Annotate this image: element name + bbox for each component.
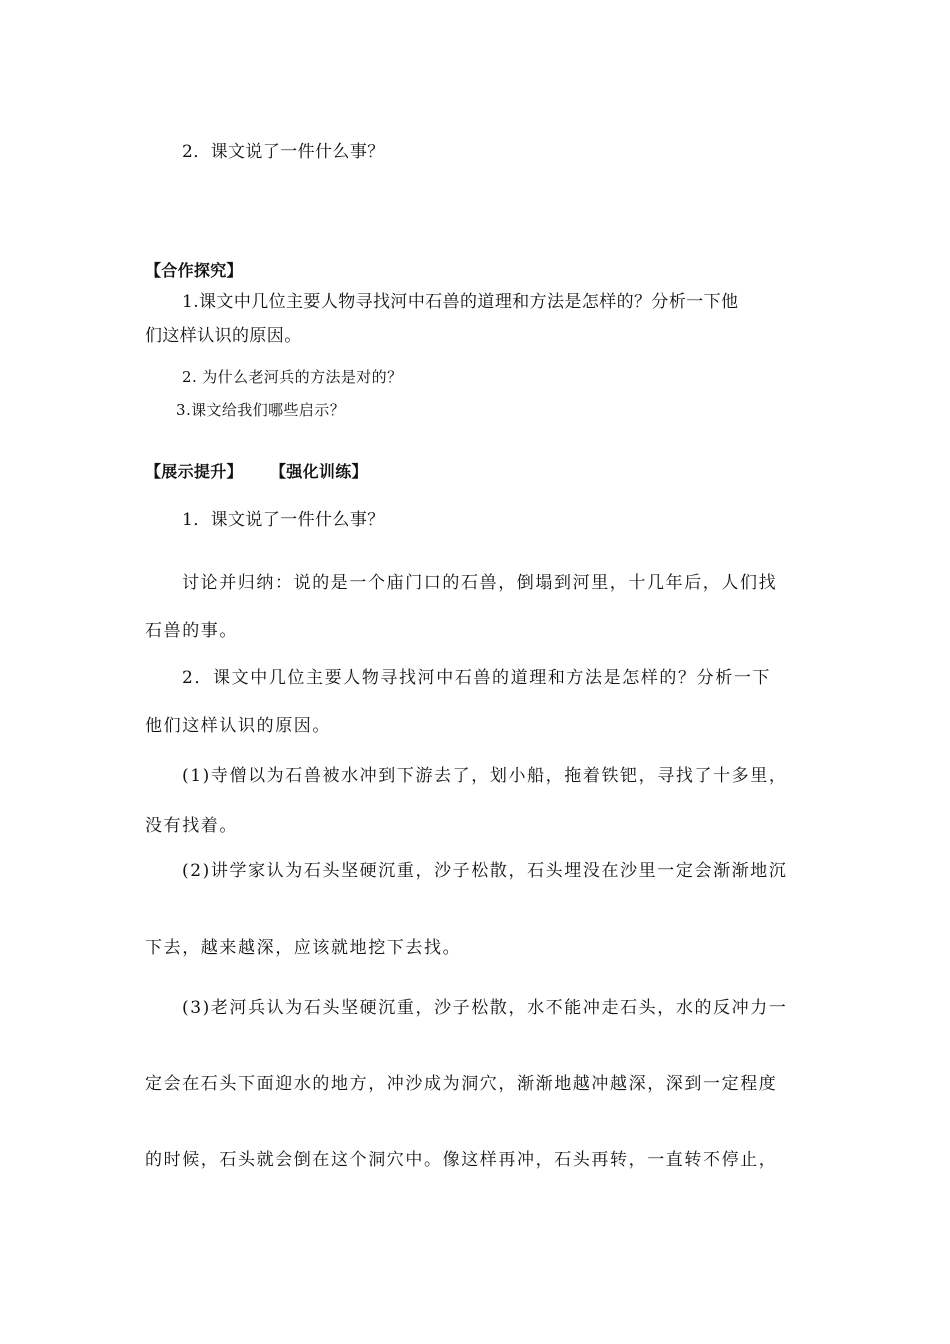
cooperation-heading: 【合作探究】 — [145, 261, 243, 280]
display-answer-2-2-line-1: (2)讲学家认为石头坚硬沉重，沙子松散，石头埋没在沙里一定会渐渐地沉 — [182, 861, 788, 881]
display-answer-1-line-2: 石兽的事。 — [145, 621, 238, 641]
cooperation-question-3: 3.课文给我们哪些启示？ — [176, 401, 346, 419]
display-answer-2-3-line-3: 的时候，石头就会倒在这个洞穴中。像这样再冲，石头再转，一直转不停止， — [145, 1150, 778, 1170]
display-question-2-line-2: 他们这样认识的原因。 — [145, 716, 331, 736]
display-answer-2-1-line-2: 没有找着。 — [145, 816, 238, 836]
cooperation-question-2: 2. 为什么老河兵的方法是对的？ — [182, 368, 403, 386]
display-answer-2-3-line-2: 定会在石头下面迎水的地方，冲沙成为洞穴，渐渐地越冲越深，深到一定程度 — [145, 1074, 778, 1094]
training-heading: 【强化训练】 — [270, 462, 368, 481]
display-answer-2-3-line-1: (3)老河兵认为石头坚硬沉重，沙子松散，水不能冲走石头，水的反冲力一 — [182, 998, 788, 1018]
display-question-2-line-1: 2．课文中几位主要人物寻找河中石兽的道理和方法是怎样的？分析一下 — [182, 668, 772, 688]
display-answer-1-line-1: 讨论并归纳：说的是一个庙门口的石兽，倒塌到河里，十几年后，人们找 — [182, 573, 778, 593]
cooperation-question-1-line-1: 1.课文中几位主要人物寻找河中石兽的道理和方法是怎样的？分析一下他 — [182, 292, 739, 312]
display-answer-2-2-line-2: 下去，越来越深，应该就地挖下去找。 — [145, 938, 462, 958]
display-answer-2-1-line-1: (1)寺僧以为石兽被水冲到下游去了，划小船，拖着铁钯，寻找了十多里， — [182, 766, 788, 786]
cooperation-question-1-line-2: 们这样认识的原因。 — [145, 326, 302, 346]
top-question-2: 2．课文说了一件什么事？ — [182, 142, 385, 162]
display-question-1: 1．课文说了一件什么事？ — [182, 510, 385, 530]
display-heading: 【展示提升】 — [145, 462, 243, 481]
